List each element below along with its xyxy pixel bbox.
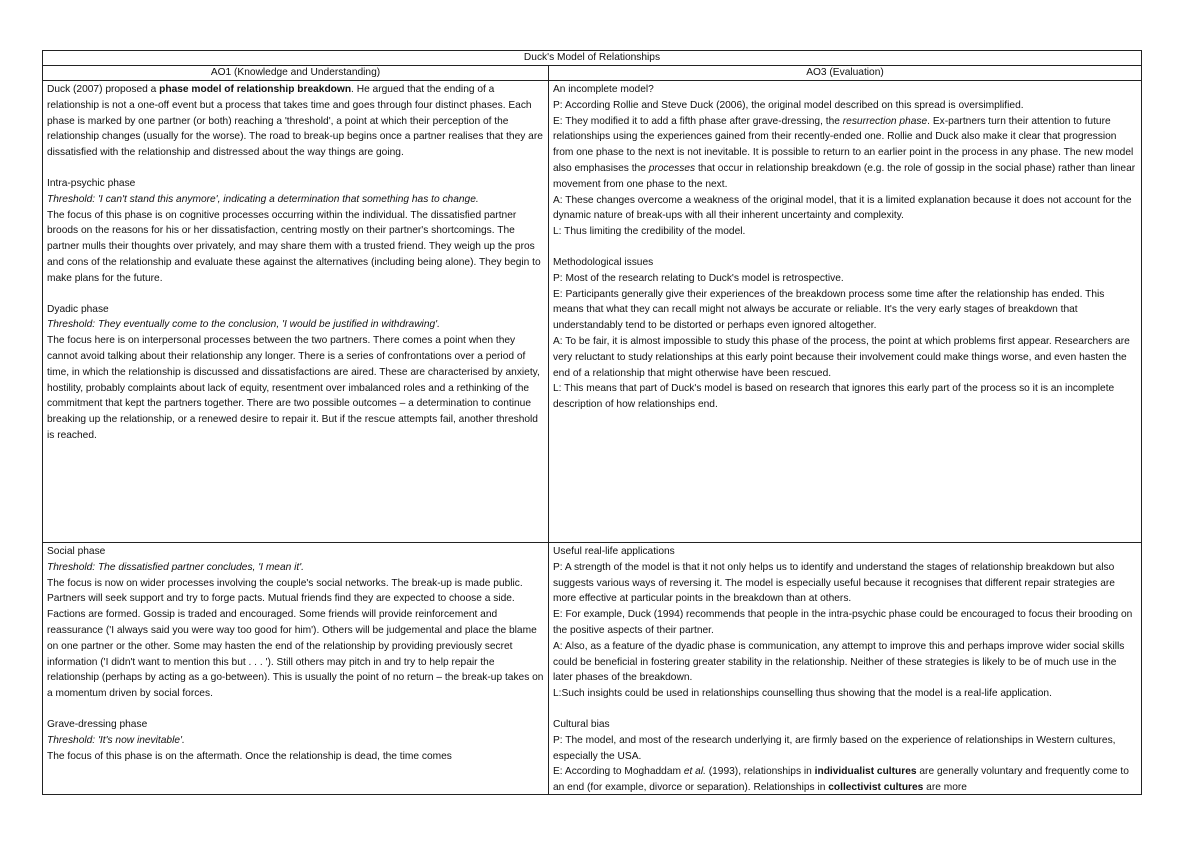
paragraph bbox=[553, 287, 1137, 334]
section bbox=[47, 544, 544, 702]
ao1-header: AO1 (Knowledge and Understanding) bbox=[43, 66, 549, 81]
text-run: . Ex-partners turn their attention to future relationships using the experiences gained from their recently-ended one. Rollie and Duck also make it clear that progression from one phase to the next is not inevitable. It is possible to return to an earlier point in the process in any phase. The new model also emphasises the bbox=[553, 115, 1134, 174]
text-run: are more bbox=[923, 782, 967, 793]
section-heading: Grave-dressing phase bbox=[47, 718, 148, 730]
section-heading: Useful real-life applications bbox=[553, 546, 675, 557]
paragraph bbox=[553, 607, 1137, 639]
paragraph bbox=[553, 334, 1137, 381]
paragraph bbox=[47, 208, 544, 287]
text-run: L: Thus limiting the credibility of the model. bbox=[553, 226, 746, 238]
paragraph bbox=[47, 576, 544, 702]
cell-content bbox=[553, 82, 1137, 413]
cell-content bbox=[47, 544, 544, 793]
paragraph bbox=[553, 271, 1137, 287]
threshold-text: Threshold: They eventually come to the conclusion, 'I would be justified in withdrawing'. bbox=[47, 319, 440, 331]
ao1-cell-2 bbox=[43, 543, 549, 795]
text-run: A: These changes overcome a weakness of the original model, that it is a limited explanation because it does not account for the dynamic nature of break-ups with all their inherent uncertainty and complexity. bbox=[553, 194, 1132, 222]
section bbox=[553, 544, 1137, 702]
text-run: P: According Rollie and Steve Duck (2006), the original model described on this spread is oversimplified. bbox=[553, 99, 1024, 111]
text-run: The focus here is on interpersonal processes between the two partners. There comes a point when they cannot avoid talking about their relationship any longer. There is a series of confrontations over a period of time, in which the relationship is discussed and dissatisfactions are aired. These are characterised by anxiety, hostility, probably complaints about lack of equity, resentment over imbalanced roles and a rethinking of the commitment that kept the partners together. There are two possible outcomes – a determination to continue breaking up the relationship, or a renewed desire to repair it. But if the rescue attempts fail, another threshold is reached. bbox=[47, 335, 540, 441]
paragraph bbox=[553, 381, 1137, 413]
paragraph bbox=[553, 114, 1137, 193]
ao3-header: AO3 (Evaluation) bbox=[549, 66, 1142, 81]
threshold-text: Threshold: 'I can't stand this anymore', indicating a determination that something has to change. bbox=[47, 193, 479, 205]
paragraph bbox=[553, 560, 1137, 607]
text-run: The focus of this phase is on cognitive processes occurring within the individual. The dissatisfied partner broods on the reasons for his or her dissatisfaction, centring mostly on their partner's shortcomings. The partner mulls their thoughts over privately, and may share them with a trusted friend. They weigh up the pros and cons of the relationship and evaluate these against the alternatives (including being alone). They begin to make plans for the future. bbox=[47, 209, 541, 284]
text-run: L:Such insights could be used in relationships counselling thus showing that the model is a real-life application. bbox=[553, 688, 1052, 700]
section-heading: Social phase bbox=[47, 546, 106, 557]
text-run: Duck (2007) proposed a bbox=[47, 84, 160, 95]
text-run: P: A strength of the model is that it not only helps us to identify and understand the stages of relationship breakdown but also suggests various ways of reversing it. The model is especially useful because it recognises that different repair strategies are more effective at particular points in the breakdown than at others. bbox=[553, 561, 1115, 605]
content-row-2 bbox=[43, 543, 1142, 795]
ao3-cell-2 bbox=[549, 543, 1142, 795]
italic-term: processes bbox=[648, 162, 696, 174]
paragraph bbox=[47, 333, 544, 444]
ao1-cell-1 bbox=[43, 81, 549, 543]
paragraph bbox=[553, 224, 1137, 240]
text-run: that occur in relationship breakdown (e.g. the role of gossip in the social phase) rather than linear movement from one phase to the next. bbox=[553, 162, 1136, 190]
text-run: L: This means that part of Duck's model is based on research that ignores this early part of the process so it is an incomplete description of how relationships end. bbox=[553, 383, 1115, 411]
section-heading: Intra-psychic phase bbox=[47, 177, 136, 189]
threshold-text: Threshold: The dissatisfied partner concludes, 'I mean it'. bbox=[47, 561, 305, 573]
paragraph bbox=[553, 98, 1137, 114]
paragraph bbox=[47, 82, 544, 161]
text-run: A: To be fair, it is almost impossible to study this phase of the process, the point at which problems first appear. Researchers are very reluctant to study relationships at this early point because their involvement could make things worse, and even hasten the end of a relationship that might otherwise have been rescued. bbox=[553, 335, 1130, 379]
paragraph bbox=[553, 639, 1137, 686]
text-run: (1993), relationships in bbox=[705, 766, 815, 778]
section-heading: Methodological issues bbox=[553, 256, 654, 268]
section bbox=[553, 717, 1137, 793]
italic-term: resurrection phase bbox=[842, 115, 928, 127]
cell-content bbox=[553, 544, 1137, 793]
content-row-1 bbox=[43, 81, 1142, 543]
paragraph bbox=[47, 749, 544, 765]
model-table bbox=[42, 50, 1142, 795]
paragraph bbox=[553, 686, 1137, 702]
text-run: E: They modified it to add a fifth phase after grave-dressing, the bbox=[553, 115, 843, 127]
text-run: E: According to Moghaddam bbox=[553, 766, 684, 778]
title-row bbox=[43, 51, 1142, 66]
text-run: E: For example, Duck (1994) recommends that people in the intra-psychic phase could be encouraged to focus their brooding on the positive aspects of their partner. bbox=[553, 609, 1133, 636]
text-run: . He argued that the ending of a relationship is not a one-off event but a process that takes time and goes through four distinct phases. Each phase is marked by one partner (or both) reaching a 'threshold', a point at which their perception of the relationship changes (usually for the worse). The road to break-up begins once a partner realises that they are dissatisfied with the relationship and distressed about the way things are going. bbox=[47, 84, 543, 159]
ao3-cell-1 bbox=[549, 81, 1142, 543]
header-row bbox=[43, 66, 1142, 81]
section bbox=[47, 176, 544, 287]
bold-term: individualist cultures bbox=[814, 766, 917, 778]
paragraph bbox=[553, 733, 1137, 765]
paragraph bbox=[553, 764, 1137, 793]
section bbox=[47, 302, 544, 444]
text-run: P: The model, and most of the research underlying it, are firmly based on the experience of relationships in Western cultures, especially the USA. bbox=[553, 734, 1116, 762]
threshold-text: Threshold: 'It's now inevitable'. bbox=[47, 734, 185, 746]
section bbox=[47, 82, 544, 161]
section-heading: An incomplete model? bbox=[553, 84, 654, 95]
bold-term: phase model of relationship breakdown bbox=[159, 84, 352, 95]
text-run: A: Also, as a feature of the dyadic phase is communication, any attempt to improve this and perhaps improve wider social skills could be beneficial in fostering greater stability in the relationship. Neither of these strategies is likely to be of much use in the later phases of the breakdown. bbox=[553, 640, 1125, 684]
paragraph bbox=[553, 193, 1137, 225]
text-run: P: Most of the research relating to Duck's model is retrospective. bbox=[553, 272, 844, 284]
section-heading: Cultural bias bbox=[553, 718, 610, 730]
cell-content bbox=[47, 82, 544, 444]
section bbox=[553, 82, 1137, 240]
document-title: Duck's Model of Relationships bbox=[43, 51, 1142, 66]
italic-term: et al. bbox=[683, 766, 706, 778]
text-run: are generally voluntary and frequently come to an end (for example, divorce or separation). Relationships in bbox=[553, 766, 1129, 793]
text-run: E: Participants generally give their experiences of the breakdown process some time after the relationship has ended. This means that what they can recall might not always be accurate or reliable. It's the very early stages of breakdown that understandably tend to be distorted or perhaps even ignored altogether. bbox=[553, 288, 1105, 332]
text-run: The focus of this phase is on the aftermath. Once the relationship is dead, the time comes bbox=[47, 750, 452, 762]
text-run: The focus is now on wider processes involving the couple's social networks. The break-up is made public. Partners will seek support and try to forge pacts. Mutual friends find they are expected to choose a side. Factions are formed. Gossip is traded and encouraged. Some friends will provide reinforcement and reassurance ('I always said you were way too good for him'). Others will be judgemental and place the blame on one partner or the other. Some may hasten the end of the relationship by providing previously secret information ('I didn't want to mention this but . . . '). Still others may pitch in and try to help repair the relationship (perhaps by acting as a go-between). This is usually the point of no return – the break-up takes on a momentum driven by social forces. bbox=[47, 577, 544, 700]
bold-term: collectivist cultures bbox=[828, 782, 924, 793]
section-heading: Dyadic phase bbox=[47, 303, 109, 315]
section bbox=[47, 717, 544, 764]
section bbox=[553, 255, 1137, 413]
